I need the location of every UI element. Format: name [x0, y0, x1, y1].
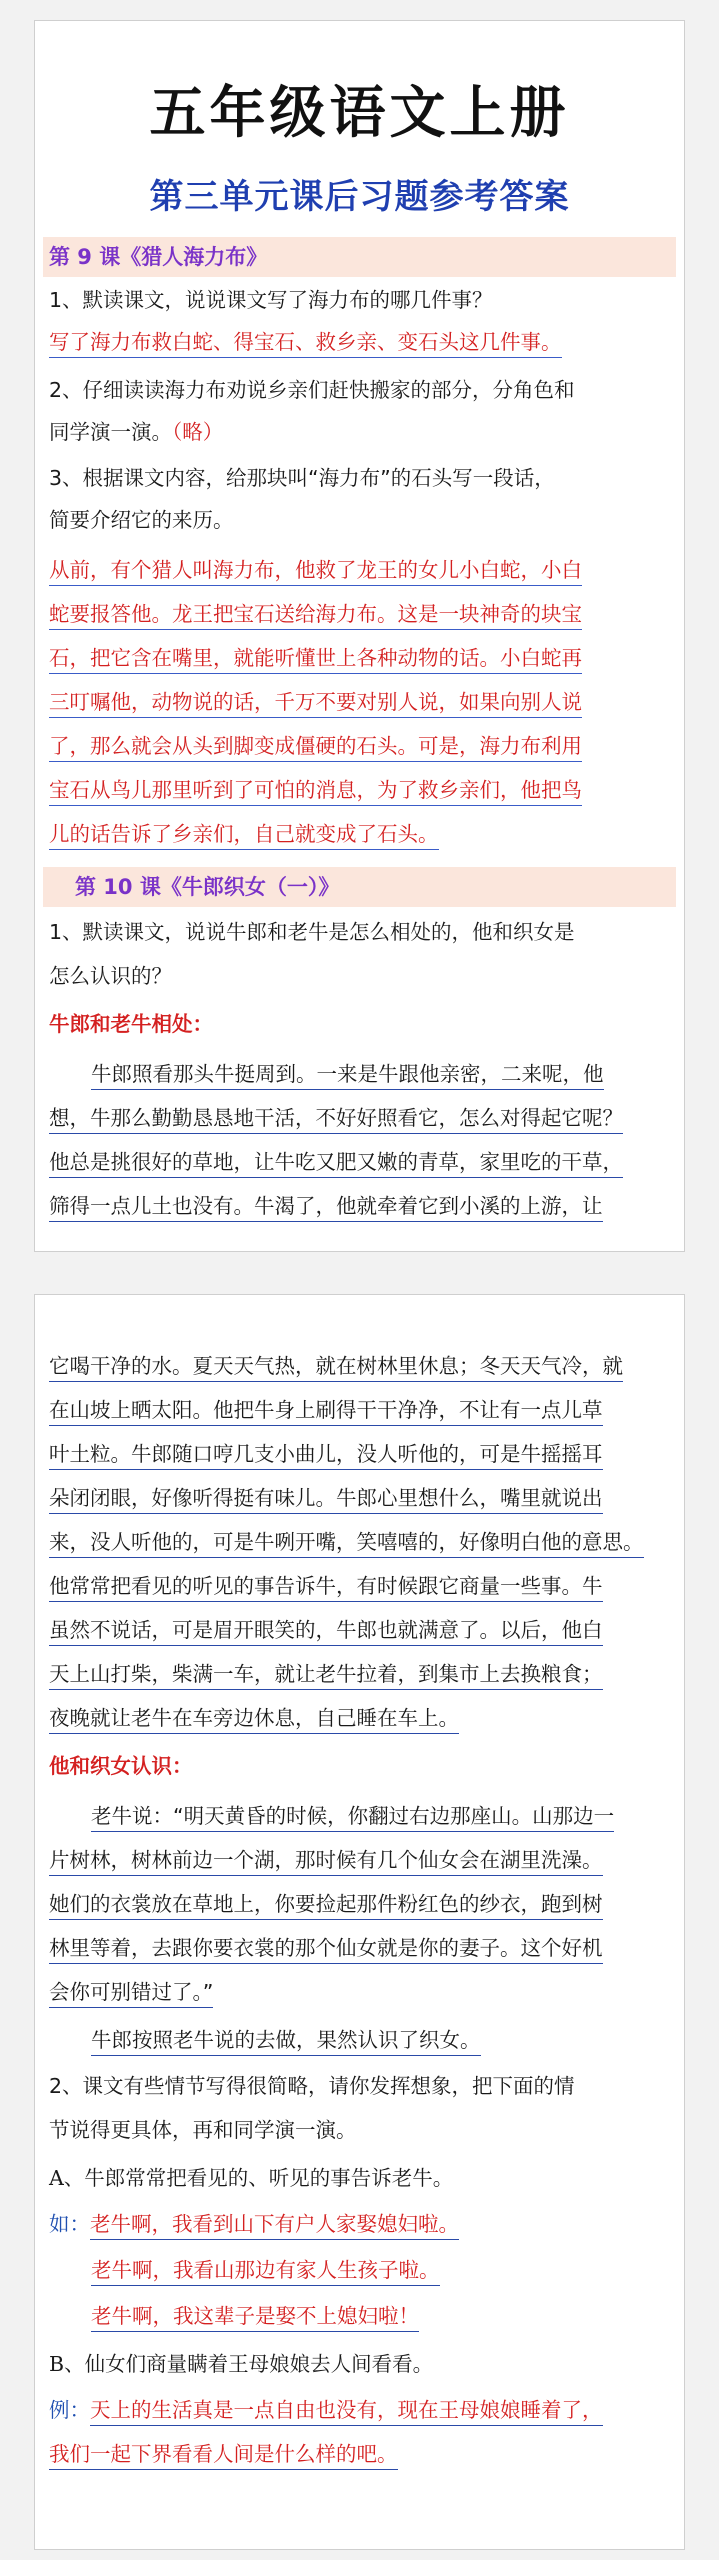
answer-text: 老牛说：“明天黄昏的时候，你翻过右边那座山。山那边一	[91, 1801, 614, 1832]
answer-text: （略）	[172, 420, 224, 444]
answer-text: 从前，有个猎人叫海力布，他救了龙王的女儿小白蛇，小白	[49, 555, 582, 586]
answer-text: 写了海力布救白蛇、得宝石、救乡亲、变石头这几件事。	[49, 327, 562, 358]
answer-text: 筛得一点儿土也没有。牛渴了，他就牵着它到小溪的上游，让	[49, 1191, 603, 1222]
lesson-9-heading: 第 9 课《猎人海力布》	[49, 245, 268, 269]
answer-text: 儿的话告诉了乡亲们，自己就变成了石头。	[49, 819, 439, 850]
answer-text: 蛇要报答他。龙王把宝石送给海力布。这是一块神奇的块宝	[49, 599, 582, 630]
answer-text: 来，没人听他的，可是牛咧开嘴，笑嘻嘻的，好像明白他的意思。	[49, 1527, 644, 1558]
question-text: 同学演一演。	[49, 420, 172, 444]
answer-text: 在山坡上晒太阳。他把牛身上刷得干干净净，不让有一点儿草	[49, 1395, 603, 1426]
meet-answer-line	[49, 1845, 674, 1876]
lesson-9-answer-3-line	[49, 555, 674, 586]
question-2-line-2: 节说得更具体，再和同学演一演。	[49, 2118, 357, 2142]
answer-text: 石，把它含在嘴里，就能听懂世上各种动物的话。小白蛇再	[49, 643, 582, 674]
answer-text: 朵闭闭眼，好像听得挺有味儿。牛郎心里想什么，嘴里就说出	[49, 1483, 603, 1514]
answer-text: 虽然不说话，可是眉开眼笑的，牛郎也就满意了。以后，他白	[49, 1615, 603, 1646]
answer-text: 老牛啊，我看山那边有家人生孩子啦。	[91, 2255, 440, 2286]
lesson-10-question-1-line-2: 怎么认识的？	[49, 964, 172, 988]
answer-text: 了，那么就会从头到脚变成僵硬的石头。可是，海力布利用	[49, 731, 582, 762]
continued-answer-line	[49, 1483, 674, 1514]
lesson-9-question-2-line-1: 2、仔细读读海力布劝说乡亲们赶快搬家的部分，分角色和	[49, 378, 575, 402]
continued-answer-line	[49, 1615, 674, 1646]
meet-answer-line	[49, 1933, 674, 1964]
continued-answer-line	[49, 1395, 674, 1426]
answer-text: 天上山打柴，柴满一车，就让老牛拉着，到集市上去换粮食；	[49, 1659, 603, 1690]
lesson-10-answer-line	[49, 1191, 674, 1222]
lesson-9-question-3-line-1: 3、根据课文内容，给那块叫“海力布”的石头写一段话，	[49, 466, 555, 490]
lesson-10-heading: 第 10 课《牛郎织女（一）》	[75, 875, 340, 899]
answer-text: 他总是挑很好的草地，让牛吃又肥又嫩的青草，家里吃的干草，	[49, 1147, 623, 1178]
continued-answer-line	[49, 1527, 674, 1558]
lesson-9-answer-3-line	[49, 643, 674, 674]
answer-text: 叶土粒。牛郎随口哼几支小曲儿，没人听他的，可是牛摇摇耳	[49, 1439, 603, 1470]
item-b: B、仙女们商量瞒着王母娘娘去人间看看。	[49, 2352, 434, 2376]
answer-text: 三叮嘱他，动物说的话，千万不要对别人说，如果向别人说	[49, 687, 582, 718]
continued-answer-line	[49, 1571, 674, 1602]
answer-text: 夜晚就让老牛在车旁边休息，自己睡在车上。	[49, 1703, 459, 1734]
lesson-10-answer-line	[49, 1103, 674, 1134]
answer-text: 她们的衣裳放在草地上，你要捡起那件粉红色的纱衣，跑到树	[49, 1889, 603, 1920]
item-a: A、牛郎常常把看见的、听见的事告诉老牛。	[49, 2166, 454, 2190]
lesson-10-question-1-line-1: 1、默读课文，说说牛郎和老牛是怎么相处的，他和织女是	[49, 920, 575, 944]
answer-text: 天上的生活真是一点自由也没有，现在王母娘娘睡着了，	[90, 2395, 603, 2426]
answer-text: 牛郎按照老牛说的去做，果然认识了织女。	[91, 2025, 481, 2056]
example-a-line	[49, 2301, 674, 2332]
continued-answer-line	[49, 1439, 674, 1470]
answer-text: 想，牛那么勤勤恳恳地干活，不好好照看它，怎么对得起它呢？	[49, 1103, 623, 1134]
lesson-9-answer-3-line	[49, 599, 674, 630]
page-subtitle: 第三单元课后习题参考答案	[149, 177, 570, 217]
answer-text: 会你可别错过了。”	[49, 1977, 213, 2008]
question-2-line-1: 2、课文有些情节写得很简略，请你发挥想象，把下面的情	[49, 2074, 575, 2098]
lesson-9-answer-3-line	[49, 687, 674, 718]
answer-text: 它喝干净的水。夏天天气热，就在树林里休息；冬天天气冷，就	[49, 1351, 623, 1382]
page-title: 五年级语文上册	[149, 80, 570, 146]
example-label: 如：	[49, 2212, 90, 2236]
lesson-9-answer-3-line	[49, 819, 674, 850]
answer-text: 我们一起下界看看人间是什么样的吧。	[49, 2439, 398, 2470]
meet-answer-last-line	[49, 2025, 674, 2056]
example-a-line	[49, 2255, 674, 2286]
document-page-1	[34, 20, 685, 1252]
lesson-9-question-3-line-2: 简要介绍它的来历。	[49, 508, 234, 532]
lesson-9-question-1: 1、默读课文，说说课文写了海力布的哪几件事？	[49, 288, 493, 312]
meet-answer-line	[49, 1977, 674, 2008]
answer-text: 老牛啊，我这辈子是娶不上媳妇啦！	[91, 2301, 419, 2332]
lesson-9-answer-3-line	[49, 775, 674, 806]
example-b-line	[49, 2395, 674, 2426]
lesson-9-answer-1	[49, 327, 674, 358]
answer-text: 宝石从鸟儿那里听到了可怕的消息，为了救乡亲们，他把鸟	[49, 775, 582, 806]
lesson-9-answer-3-line	[49, 731, 674, 762]
answer-text: 牛郎照看那头牛挺周到。一来是牛跟他亲密，二来呢，他	[91, 1059, 604, 1090]
example-b-line	[49, 2439, 674, 2470]
continued-answer-line	[49, 1351, 674, 1382]
lesson-10-answer-line	[49, 1147, 674, 1178]
continued-answer-line	[49, 1703, 674, 1734]
answer-text: 片树林，树林前边一个湖，那时候有几个仙女会在湖里洗澡。	[49, 1845, 603, 1876]
continued-answer-line	[49, 1659, 674, 1690]
example-a-line	[49, 2209, 674, 2240]
meet-answer-line	[49, 1889, 674, 1920]
answer-text: 老牛啊，我看到山下有户人家娶媳妇啦。	[90, 2209, 459, 2240]
meet-answer-line	[49, 1801, 674, 1832]
lesson-9-question-2-line-2	[49, 417, 674, 447]
answer-text: 他常常把看见的听见的事告诉牛，有时候跟它商量一些事。牛	[49, 1571, 603, 1602]
answer-text: 林里等着，去跟你要衣裳的那个仙女就是你的妻子。这个好机	[49, 1933, 603, 1964]
sub-heading: 牛郎和老牛相处：	[49, 1012, 213, 1036]
example-label: 例：	[49, 2398, 90, 2422]
document-page-2	[34, 1294, 685, 2550]
lesson-10-answer-line	[49, 1059, 674, 1090]
sub-heading: 他和织女认识：	[49, 1754, 193, 1778]
